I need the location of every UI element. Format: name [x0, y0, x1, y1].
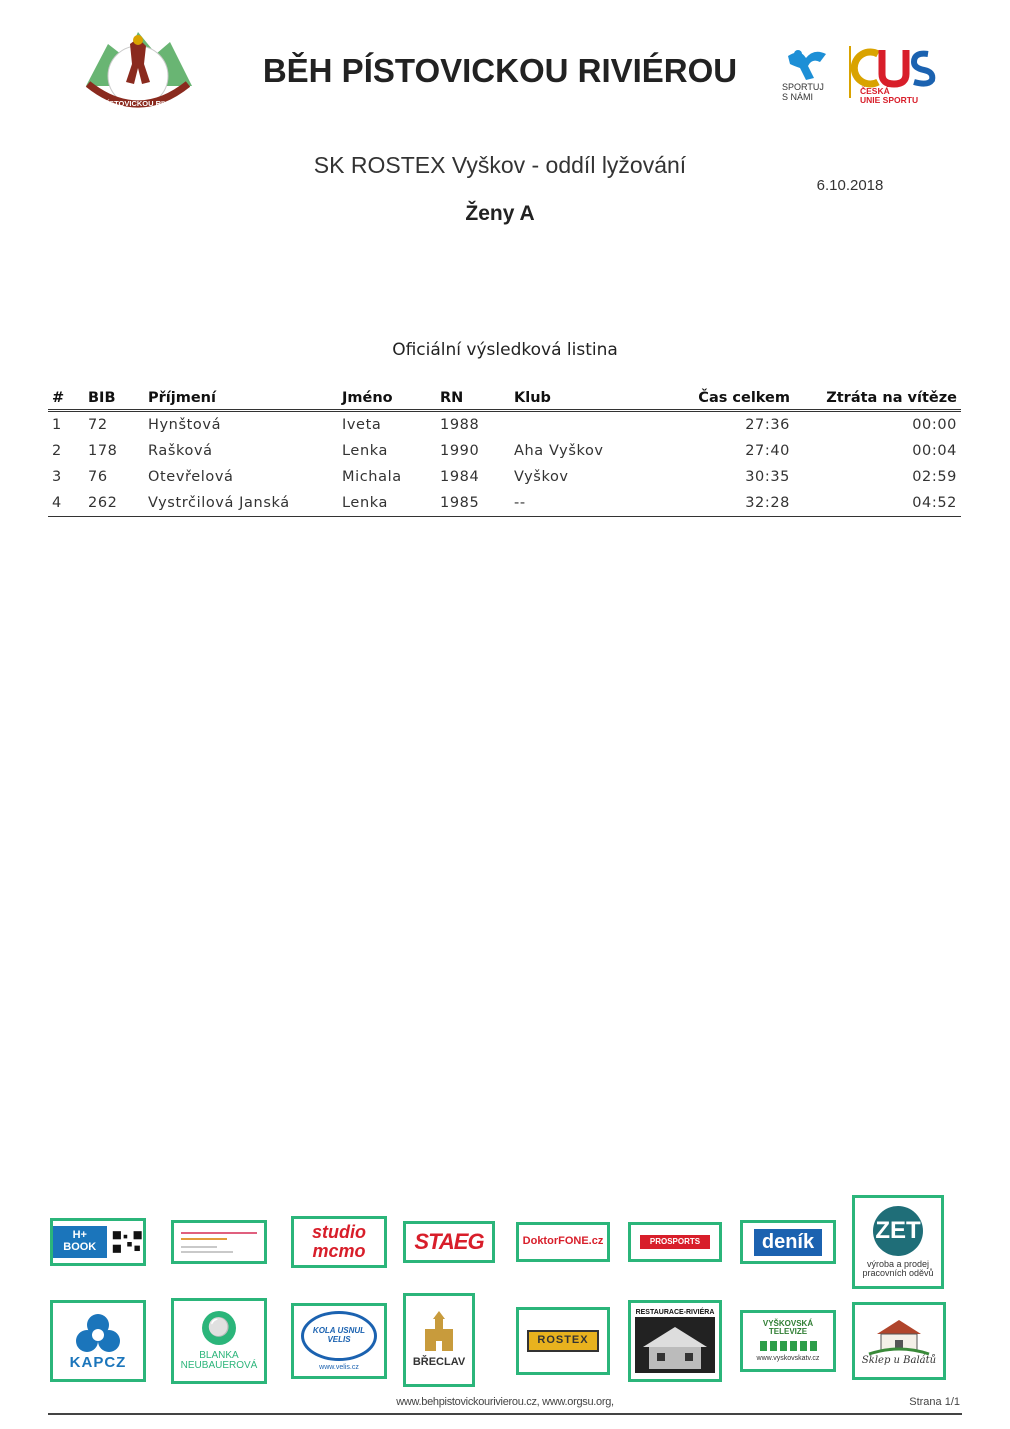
cell-name: Michala	[342, 469, 402, 485]
cell-birth-year: 1990	[440, 443, 480, 459]
svg-text:UNIE SPORTU: UNIE SPORTU	[860, 95, 919, 104]
results-table	[48, 386, 961, 517]
sponsor-kola-velis	[291, 1303, 387, 1379]
table-row	[48, 438, 961, 464]
col-bib: BIB	[84, 386, 144, 411]
table-row	[48, 411, 961, 439]
category-title: Ženy A	[465, 202, 535, 225]
cell-name: Lenka	[342, 443, 388, 459]
cell-surname: Hynštová	[148, 417, 222, 433]
sponsor-denik-label: deník	[754, 1229, 822, 1256]
svg-text:ČESKÁ: ČESKÁ	[860, 86, 890, 96]
sponsor-vyskovska-televize	[740, 1310, 836, 1372]
cell-birth-year: 1985	[436, 490, 510, 517]
cell-gap: 00:00	[912, 417, 957, 433]
cell-total-time: 32:28	[668, 490, 794, 517]
sponsor-breclav	[403, 1293, 475, 1387]
race-logo-text: BĚH PÍSTOVICKOU RIVIÉROU	[84, 99, 192, 108]
list-title: Oficiální výsledková listina	[392, 340, 618, 360]
cell-surname: Rašková	[148, 443, 213, 459]
sponsor-kapcz-label: KAPCZ	[69, 1354, 127, 1372]
cus-logo	[848, 44, 944, 104]
sponsor-restaurace-label: RESTAURACE-RIVIÉRA	[635, 1309, 715, 1317]
col-total-time: Čas celkem	[668, 386, 794, 411]
sponsor-hbook-label: H+ BOOK	[53, 1226, 107, 1257]
cell-gap: 00:04	[912, 443, 957, 459]
cell-rank: 3	[52, 469, 62, 485]
cell-bib: 262	[84, 490, 144, 517]
race-date: 6.10.2018	[816, 177, 884, 194]
castle-icon	[419, 1311, 459, 1353]
cell-bib: 76	[88, 469, 108, 485]
cell-surname: Otevřelová	[148, 469, 234, 485]
sponsor-rostex	[516, 1307, 610, 1375]
col-birth-year: RN	[436, 386, 510, 411]
cell-club	[510, 411, 668, 439]
cell-birth-year: 1988	[440, 417, 480, 433]
svg-text:SPORTUJ: SPORTUJ	[782, 82, 824, 92]
cell-bib: 72	[88, 417, 108, 433]
table-row	[48, 490, 961, 517]
sponsor-doktorfone-label: DoktorFONE.cz	[522, 1235, 604, 1248]
sponsor-kapcz	[50, 1300, 146, 1382]
sponsor-staeg	[403, 1221, 495, 1263]
col-gap: Ztráta na vítěze	[794, 386, 961, 411]
sponsor-sklep-u-balatu	[852, 1302, 946, 1380]
sponsor-prosports-label: PROSPORTS	[640, 1235, 710, 1249]
col-name: Jméno	[338, 386, 436, 411]
sponsor-velis-url: www.velis.cz	[319, 1363, 359, 1371]
col-club: Klub	[510, 386, 668, 411]
footer-divider	[48, 1413, 962, 1415]
table-header-row	[48, 386, 961, 411]
sponsor-studio-mcmo	[291, 1216, 387, 1268]
sponsor-zet-label: ZET	[873, 1206, 923, 1256]
sponsor-rostex-label: ROSTEX	[527, 1330, 598, 1352]
sponsor-prosports	[628, 1222, 722, 1262]
cell-rank: 2	[52, 443, 62, 459]
sponsor-zet-caption: výroba a prodej pracovních oděvů	[862, 1258, 934, 1278]
sponsor-dental-clinic	[171, 1220, 267, 1264]
vtv-bars-icon	[760, 1341, 817, 1351]
sponsor-staeg-label: STAEG	[414, 1229, 484, 1255]
dental-clinic-logo	[177, 1227, 261, 1257]
sponsor-zet	[852, 1195, 944, 1289]
cell-total-time: 27:36	[745, 417, 790, 433]
cell-name: Iveta	[342, 417, 382, 433]
svg-text:S NÁMI: S NÁMI	[782, 92, 814, 102]
cellar-house-icon	[867, 1316, 931, 1356]
sponsor-blanka-label: BLANKA NEUBAUEROVÁ	[180, 1349, 258, 1371]
cell-surname: Vystrčilová Janská	[144, 490, 338, 517]
cell-bib: 178	[88, 443, 118, 459]
cell-rank: 1	[52, 417, 62, 433]
tooth-icon: ⚪	[202, 1311, 236, 1345]
sponsor-sklep-label: Sklep u Balátů	[861, 1354, 937, 1366]
cell-gap: 04:52	[794, 490, 961, 517]
table-row	[48, 464, 961, 490]
kapcz-icon	[70, 1311, 126, 1355]
cell-rank: 4	[48, 490, 84, 517]
sponsor-blanka-neubauerova	[171, 1298, 267, 1384]
sponsor-vtv-url: www.vyskovskatv.cz	[756, 1354, 820, 1362]
col-rank: #	[48, 386, 84, 411]
sponsor-restaurace-riviera	[628, 1300, 722, 1382]
sponsor-hbook	[50, 1218, 146, 1266]
cell-birth-year: 1984	[440, 469, 480, 485]
cell-club: Aha Vyškov	[514, 443, 604, 459]
cell-total-time: 27:40	[745, 443, 790, 459]
cell-total-time: 30:35	[745, 469, 790, 485]
race-logo	[78, 24, 198, 116]
sponsor-velis-label: KOLA USNUL VELIS	[312, 1326, 366, 1344]
col-surname: Příjmení	[144, 386, 338, 411]
sponsor-denik	[740, 1220, 836, 1264]
sponsor-studio-mcmo-label: studio mcmo	[312, 1222, 366, 1261]
cell-gap: 02:59	[912, 469, 957, 485]
page-title: BĚH PÍSTOVICKOU RIVIÉROU	[262, 52, 738, 89]
organizer-name: SK ROSTEX Vyškov - oddíl lyžování	[313, 152, 687, 178]
qr-code-icon	[111, 1228, 143, 1256]
cell-name: Lenka	[338, 490, 436, 517]
page-number: Strana 1/1	[909, 1396, 960, 1408]
sponsor-vtv-label: VYŠKOVSKÁ TELEVIZE	[762, 1318, 814, 1337]
sponsor-doktorfone	[516, 1222, 610, 1262]
footer-links: www.behpistovickourivierou.cz, www.orgsu.org,	[396, 1396, 614, 1408]
restaurant-photo	[635, 1317, 715, 1373]
cell-club: Vyškov	[514, 469, 569, 485]
sportuj-logo	[780, 44, 840, 104]
sponsor-breclav-label: BŘECLAV	[412, 1356, 466, 1369]
cell-club: --	[510, 490, 668, 517]
